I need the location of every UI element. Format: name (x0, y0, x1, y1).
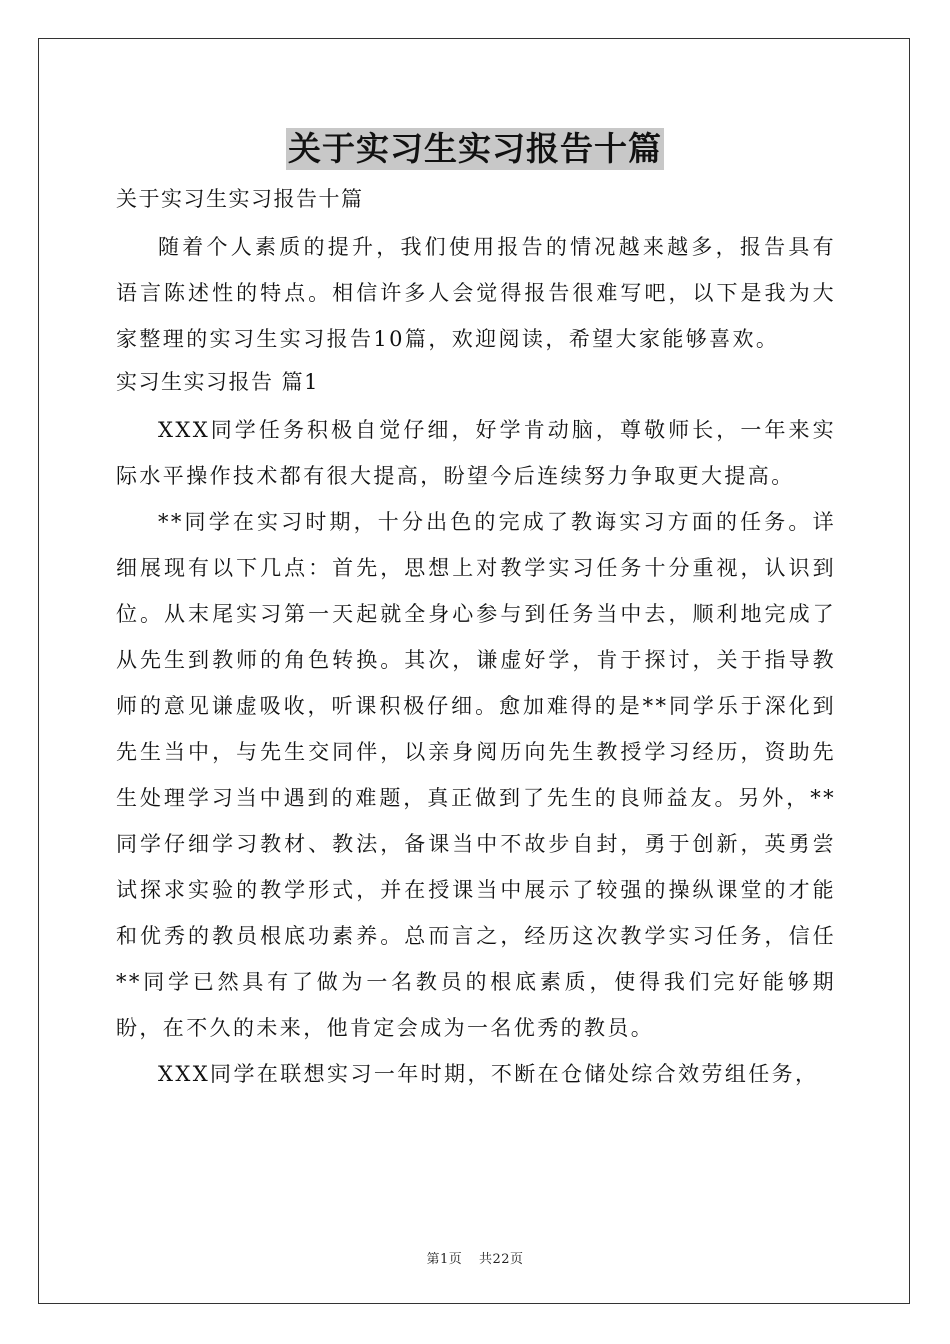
body-paragraph: XXX同学在联想实习一年时期，不断在仓储处综合效劳组任务， (158, 1062, 819, 1086)
title-container (0, 128, 950, 170)
page-footer (0, 1248, 950, 1267)
document-body (116, 183, 836, 1097)
page-number: 第1页 (426, 1252, 463, 1267)
body-paragraph: XXX同学任务积极自觉仔细，好学肯动脑，尊敬师长，一年来实际水平操作技术都有很大提高，盼望今后连续努力争取更大提高。 (116, 418, 836, 488)
document-subtitle: 关于实习生实习报告十篇 (116, 187, 364, 211)
intro-paragraph: 随着个人素质的提升，我们使用报告的情况越来越多，报告具有语言陈述性的特点。相信许多人会觉得报告很难写吧，以下是我为大家整理的实习生实习报告10篇，欢迎阅读，希望大家能够喜欢。 (116, 235, 836, 351)
document-title: 关于实习生实习报告十篇 (288, 129, 662, 168)
page-total: 共22页 (478, 1252, 524, 1267)
section-heading: 实习生实习报告 篇1 (116, 370, 320, 394)
body-paragraph: **同学在实习时期，十分出色的完成了教诲实习方面的任务。详细展现有以下几点：首先，思想上对教学实习任务十分重视，认识到位。从末尾实习第一天起就全身心参与到任务当中去，顺利地完成了从先生到教师的角色转换。其次，谦虚好学，肯于探讨，关于指导教师的意见谦虚吸收，听课积极仔细。愈加难得的是**同学乐于深化到先生当中，与先生交同伴，以亲身阅历向先生教授学习经历，资助先生处理学习当中遇到的难题，真正做到了先生的良师益友。另外，**同学仔细学习教材、教法，备课当中不故步自封，勇于创新，英勇尝试探求实验的教学形式，并在授课当中展示了较强的操纵课堂的才能和优秀的教员根底功素养。总而言之，经历这次教学实习任务，信任**同学已然具有了做为一名教员的根底素质，使得我们完好能够期盼，在不久的未来，他肯定会成为一名优秀的教员。 (116, 510, 836, 1040)
